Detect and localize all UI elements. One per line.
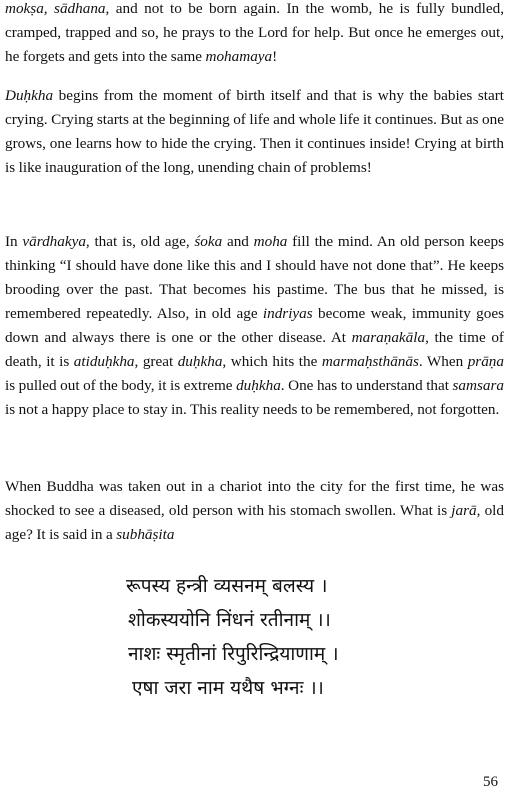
italic-term: atiduḥkha [73, 353, 135, 370]
italic-term: mokṣa, sādhana [5, 0, 106, 17]
text-run: and [222, 233, 254, 250]
italic-term: vārdhakya, [22, 233, 90, 250]
paragraph-old-age [5, 230, 504, 422]
text-run: is not a happy place to stay in. This reality needs to be remembered, not forgotten. [5, 401, 500, 418]
page-number: 56 [483, 774, 498, 790]
text-run: , great [134, 353, 178, 370]
text-run: that is, old age, [89, 233, 195, 250]
italic-term: moha [253, 233, 288, 250]
text-run: fill the mind. An old person keeps thinking “I should have done like this and I should have not done that”. He keeps brooding over the past. That becomes his pastime. The bus that he missed, is remembered repeatedly. Also, in old age [5, 233, 505, 322]
italic-term: duḥkha [236, 377, 281, 394]
paragraph-buddha [5, 475, 504, 547]
text-run: , which hits the [222, 353, 322, 370]
text-run: become weak, immunity goes down and always there is one or the other disease. At [5, 305, 504, 346]
italic-term: duḥkha [177, 353, 223, 370]
paragraph-moksa [5, 0, 504, 69]
italic-term: samsara [452, 377, 504, 394]
verse-line: नाशः स्मृतीनां रिपुरिन्द्रियाणाम् । [128, 643, 339, 665]
italic-term: maraṇakāla [351, 329, 426, 346]
text-run: , and not to be born again. In the womb, he is fully bundled, cramped, trapped and so, he prays to the Lord for help. But once he emerges out, he forgets and gets into the same [5, 0, 504, 65]
text-run: begins from the moment of birth itself and that is why the babies start crying. Crying starts at the beginning of life and whole life it continues. But as one grows, one learns how to hide the crying. Then it continues inside! Crying at birth is like inauguration of the long, unending chain of problems! [5, 87, 504, 176]
verse-line: शोकस्ययोनि निंधनं रतीनाम् ।। [128, 609, 331, 631]
text-run: . One has to understand that [280, 377, 453, 394]
sanskrit-verse [0, 569, 506, 705]
italic-term: prāṇa [467, 353, 504, 370]
verse-line: एषा जरा नाम यथैष भग्नः ।। [132, 677, 324, 699]
italic-term: jarā [451, 502, 477, 519]
text-run: , old age? It is said in a [5, 502, 504, 543]
text-run: When Buddha was taken out in a chariot into the city for the first time, he was shocked to see a diseased, old person with his stomach swollen. What is [5, 478, 504, 519]
text-run: , the time of death, it is [5, 329, 504, 370]
italic-term: indriyas [262, 305, 313, 322]
verse-line: रूपस्य हन्त्री व्यसनम् बलस्य । [126, 575, 328, 597]
italic-term: mohamaya [205, 48, 273, 65]
italic-term: Duḥkha [5, 87, 54, 104]
text-run: In [5, 233, 23, 250]
paragraph-duhkha-birth [5, 84, 504, 180]
italic-term: subhāṣita [116, 526, 175, 543]
italic-term: śoka [194, 233, 223, 250]
text-run: ! [272, 48, 278, 65]
italic-term: marmaḥsthānās [321, 353, 419, 370]
text-run: is pulled out of the body, it is extreme [5, 377, 237, 394]
text-run: . When [418, 353, 468, 370]
